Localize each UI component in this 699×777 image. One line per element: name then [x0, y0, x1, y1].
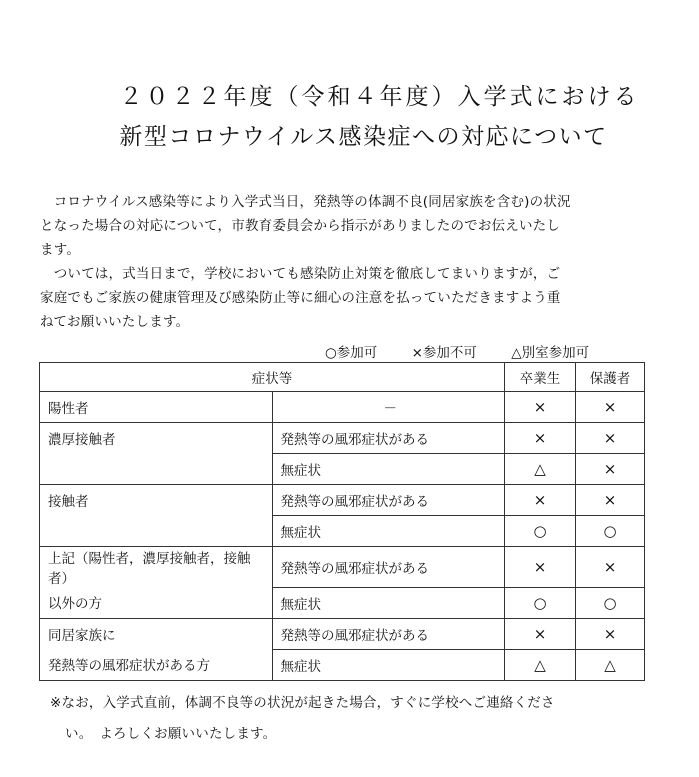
table-row [40, 454, 645, 485]
table-row [40, 392, 645, 423]
guardian-cell: ○ [576, 587, 645, 618]
body-line-2: となった場合の対応について，市教育委員会から指示がありましたのでお伝えいたし [40, 218, 561, 234]
guardian-cell: × [576, 547, 645, 588]
table-row [40, 516, 645, 547]
graduate-cell: × [505, 392, 576, 423]
table-row [40, 547, 645, 588]
guardian-cell: △ [576, 649, 645, 680]
row-condition: 無症状 [272, 516, 505, 547]
guardian-cell: × [576, 485, 645, 516]
title-line-2: 新型コロナウイルス感染症への対応について [119, 124, 608, 150]
row-label-others: 上記（陽性者，濃厚接触者，接触者） [40, 547, 273, 588]
row-label-others-cont: 以外の方 [40, 587, 273, 618]
graduate-cell: × [505, 423, 576, 454]
row-condition: 発熱等の風邪症状がある [272, 485, 505, 516]
body-line-6: ねてお願いいたします。 [40, 314, 190, 330]
table-row [40, 485, 645, 516]
body-line-5: 家庭でもご家族の健康管理及び感染防止等に細心の注意を払っていただきますよう重 [40, 290, 561, 306]
body-line-4: ついては，式当日まで，学校においても感染防止対策を徹底してまいりますが，ご [40, 266, 561, 282]
table-header-row [40, 363, 645, 392]
table-row [40, 423, 645, 454]
legend-separate: △別室参加可 [511, 345, 590, 361]
row-condition: 無症状 [272, 587, 505, 618]
body-line-3: ます。 [40, 242, 81, 258]
row-condition: 無症状 [272, 649, 505, 680]
graduate-cell: △ [505, 649, 576, 680]
row-label-close-contact: 濃厚接触者 [40, 423, 273, 454]
guardian-cell: × [576, 454, 645, 485]
row-label-family-cont: 発熱等の風邪症状がある方 [40, 649, 273, 680]
note-line-2: い。 よろしくお願いいたします。 [65, 726, 277, 742]
row-condition: 発熱等の風邪症状がある [272, 547, 505, 588]
row-label-positive: 陽性者 [40, 392, 273, 423]
graduate-cell: × [505, 618, 576, 649]
row-condition: 無症状 [272, 454, 505, 485]
note-line-1: ※なお，入学式直前，体調不良等の状況が起きた場合，すぐに学校へご連絡くださ [50, 695, 555, 711]
row-condition: 発熱等の風邪症状がある [272, 423, 505, 454]
row-label-blank [40, 454, 273, 485]
legend [325, 341, 589, 361]
graduate-cell: ○ [505, 587, 576, 618]
header-symptoms: 症状等 [40, 363, 505, 392]
graduate-cell: × [505, 547, 576, 588]
row-label-contact: 接触者 [40, 485, 273, 516]
table-row [40, 587, 645, 618]
graduate-cell: × [505, 485, 576, 516]
row-condition: 発熱等の風邪症状がある [272, 618, 505, 649]
guardian-cell: × [576, 618, 645, 649]
guardian-cell: ○ [576, 516, 645, 547]
guardian-cell: × [576, 423, 645, 454]
header-guardian: 保護者 [576, 363, 645, 392]
row-label-blank [40, 516, 273, 547]
title-line-1: ２０２２年度（令和４年度）入学式における [119, 84, 640, 110]
graduate-cell: △ [505, 454, 576, 485]
legend-ng: ×参加不可 [411, 345, 477, 361]
graduate-cell: ○ [505, 516, 576, 547]
row-condition: － [272, 392, 505, 423]
attendance-table [39, 362, 645, 681]
table-row [40, 618, 645, 649]
header-graduate: 卒業生 [505, 363, 576, 392]
table-row [40, 649, 645, 680]
body-line-1: コロナウイルス感染等により入学式当日，発熱等の体調不良(同居家族を含む)の状況 [40, 194, 571, 210]
legend-ok: ○参加可 [325, 345, 378, 361]
row-label-family: 同居家族に [40, 618, 273, 649]
guardian-cell: × [576, 392, 645, 423]
